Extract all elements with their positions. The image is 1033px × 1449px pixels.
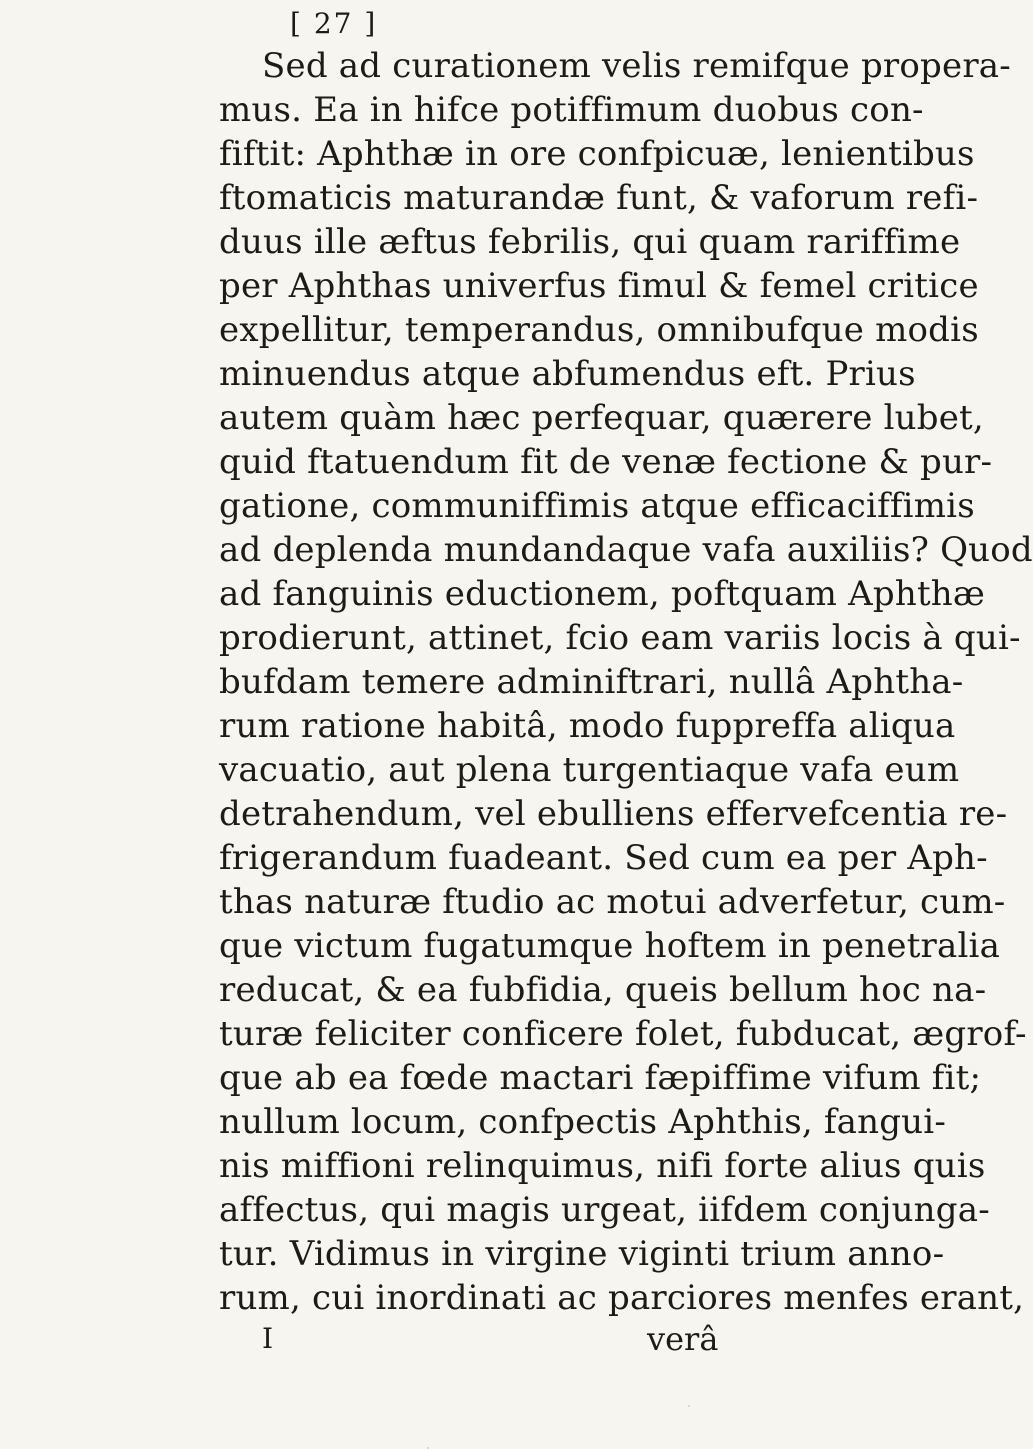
- text-line: nullum locum, confpectis Aphthis, fangui-: [219, 1102, 947, 1142]
- text-line: autem quàm hæc perfequar, quærere lubet,: [219, 398, 984, 438]
- text-line: rum, cui inordinati ac parciores menfes erant,: [219, 1278, 1025, 1318]
- text-line: que victum fugatumque hoftem in penetralia: [219, 926, 1001, 966]
- text-line: mus. Ea in hifce potiffimum duobus con-: [219, 90, 924, 130]
- text-line: Sed ad curationem velis remifque propera-: [262, 46, 1011, 86]
- text-line: fiftit: Aphthæ in ore confpicuæ, lenientibus: [219, 134, 975, 174]
- text-line: ftomaticis maturandæ funt, & vaforum refi-: [219, 178, 979, 218]
- text-line: tur. Vidimus in virgine viginti trium anno-: [219, 1234, 945, 1274]
- text-line: expellitur, temperandus, omnibufque modis: [219, 310, 979, 350]
- text-line: quid ftatuendum fit de venæ fectione & pur-: [219, 442, 993, 482]
- text-line: nis miffioni relinquimus, nifi forte alius quis: [219, 1146, 986, 1186]
- text-line: affectus, qui magis urgeat, iifdem conjunga-: [219, 1190, 990, 1230]
- paper-speck: [688, 1405, 690, 1407]
- text-line: prodierunt, attinet, fcio eam variis locis à qui-: [219, 618, 1021, 658]
- text-line: bufdam temere adminiftrari, nullâ Aphtha-: [219, 662, 964, 702]
- text-line: minuendus atque abfumendus eft. Prius: [219, 354, 916, 394]
- text-line: thas naturæ ftudio ac motui adverfetur, cum-: [219, 882, 1006, 922]
- text-line: rum ratione habitâ, modo fuppreffa aliqua: [219, 706, 956, 746]
- catchword: verâ: [647, 1320, 719, 1358]
- text-line: vacuatio, aut plena turgentiaque vafa eum: [219, 750, 960, 790]
- text-line: ad deplenda mundandaque vafa auxiliis? Quod: [219, 530, 1033, 570]
- text-line: reducat, & ea fubfidia, queis bellum hoc na-: [219, 970, 987, 1010]
- text-line: gatione, communiffimis atque efficaciffimis: [219, 486, 975, 526]
- page-number: [ 27 ]: [290, 7, 378, 40]
- text-line: turæ feliciter conficere folet, fubducat, ægrof-: [219, 1014, 1027, 1054]
- signature-mark: I: [262, 1322, 274, 1355]
- text-line: ad fanguinis eductionem, poftquam Aphthæ: [219, 574, 986, 614]
- text-line: detrahendum, vel ebulliens effervefcentia re-: [219, 794, 1008, 834]
- text-line: duus ille æftus febrilis, qui quam rariffime: [219, 222, 961, 262]
- text-line: que ab ea fœde mactari fæpiffime vifum fit;: [219, 1058, 982, 1098]
- text-line: per Aphthas univerfus fimul & femel critice: [219, 266, 979, 306]
- text-line: frigerandum fuadeant. Sed cum ea per Aph-: [219, 838, 988, 878]
- paper-speck: [692, 278, 695, 281]
